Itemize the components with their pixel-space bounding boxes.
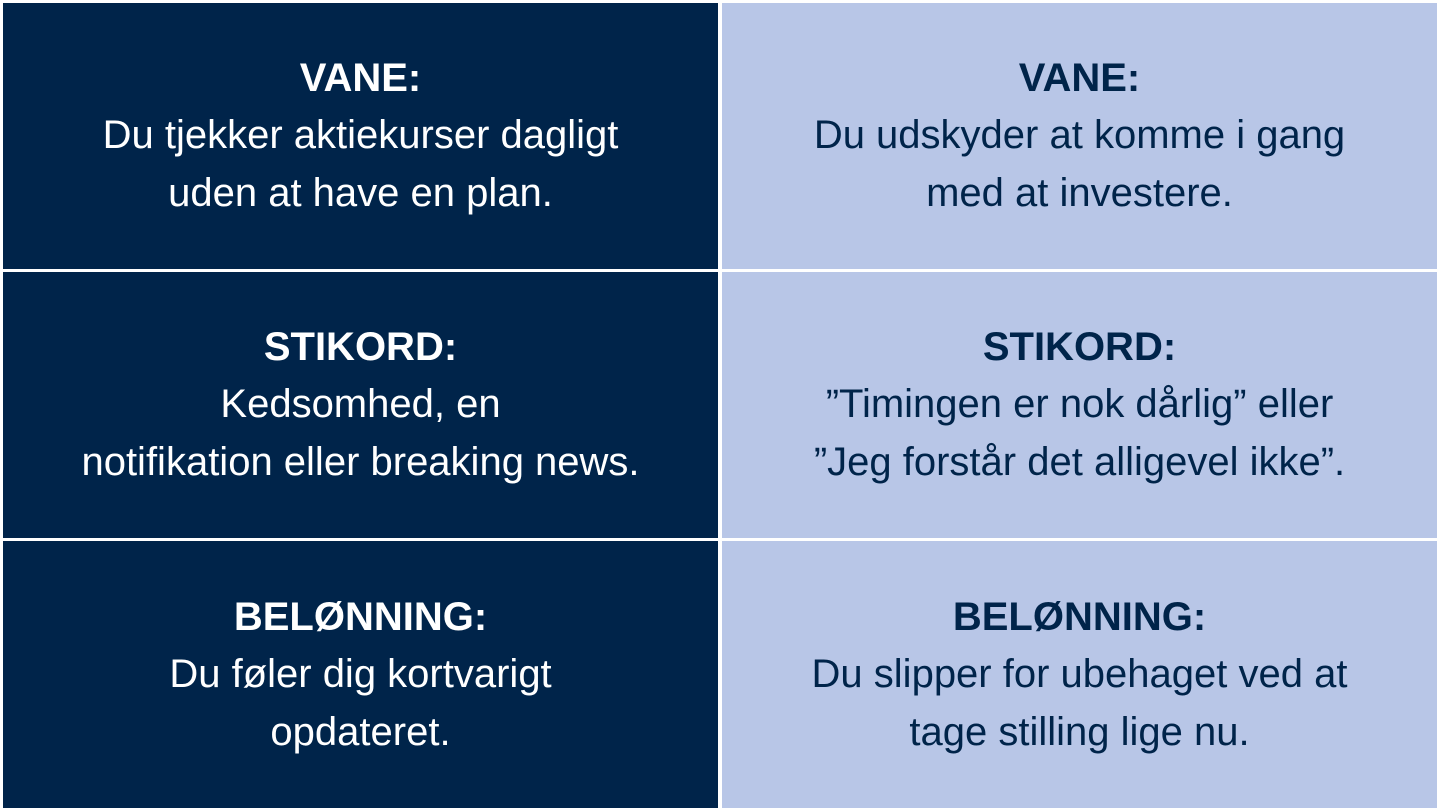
habit-text: Du tjekker aktiekurser dagligt uden at have en plan. — [102, 113, 619, 215]
reward-heading: BELØNNING: — [952, 594, 1207, 639]
habit-cell-left — [3, 3, 718, 269]
habit-heading: VANE: — [299, 56, 422, 100]
cue-text: Kedsomhed, en notifikation eller breaking news. — [81, 382, 640, 484]
reward-cell-left — [3, 541, 718, 808]
cue-text: ”Timingen er nok dårlig” eller ”Jeg forstår det alligevel ikke”. — [813, 382, 1346, 484]
comparison-grid — [3, 3, 1437, 808]
reward-heading: BELØNNING: — [233, 594, 488, 639]
reward-text: Du føler dig kortvarigt opdateret. — [169, 651, 552, 754]
habit-cell-right — [722, 3, 1437, 269]
habit-heading: VANE: — [1018, 56, 1141, 100]
cue-cell-right — [722, 272, 1437, 538]
habit-text: Du udskyder at komme i gang med at investere. — [813, 113, 1346, 215]
reward-cell-right — [722, 541, 1437, 808]
cue-heading: STIKORD: — [982, 325, 1177, 369]
reward-text: Du slipper for ubehaget ved at tage stilling lige nu. — [811, 651, 1348, 754]
cue-heading: STIKORD: — [263, 325, 458, 369]
cue-cell-left — [3, 272, 718, 538]
